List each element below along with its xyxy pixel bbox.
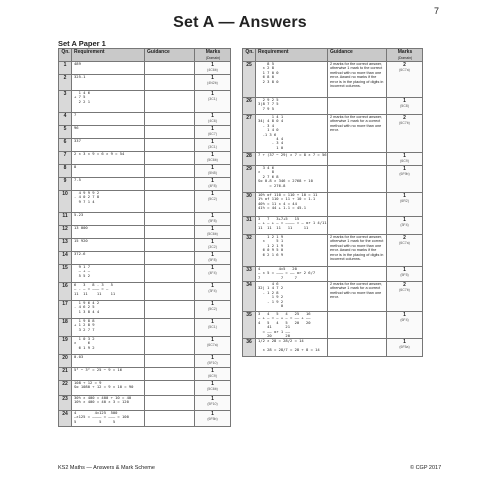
- marks-cell: [387, 98, 423, 115]
- requirement-cell: 7.5: [72, 178, 145, 191]
- table-row: [59, 396, 231, 411]
- table-row: [59, 91, 231, 113]
- question-number: 22: [59, 381, 72, 396]
- question-number: 27: [243, 115, 256, 153]
- left-table-body: [59, 62, 231, 427]
- domain-code: (6C9): [208, 373, 217, 378]
- marks-cell: [195, 191, 231, 213]
- question-number: 26: [243, 98, 256, 115]
- requirement-cell: 3 4 5 4 25 16 — + — = — + — = —— + —— 4 5 4 5 20 20 41 21 = —— or 1 —— 20 20: [256, 312, 328, 339]
- table-row: [59, 265, 231, 283]
- marks-value: 1: [403, 166, 406, 172]
- guidance-cell: [328, 153, 387, 166]
- table-row: [243, 235, 423, 267]
- marks-value: 1: [403, 153, 406, 159]
- requirement-cell: 372.6: [72, 252, 145, 265]
- marks-cell: [195, 165, 231, 178]
- question-number: 28: [243, 153, 256, 166]
- domain-code: (3F4): [208, 288, 217, 293]
- marks-cell: [195, 91, 231, 113]
- table-row: [59, 381, 231, 396]
- table-header-row: [59, 49, 231, 62]
- requirement-cell: 2 × 3 × 9 = 6 × 9 = 54: [72, 152, 145, 165]
- marks-value: 2: [403, 62, 406, 68]
- question-number: 3: [59, 91, 72, 113]
- domain-code: (6C7b): [399, 120, 410, 125]
- marks-cell: [195, 239, 231, 252]
- marks-cell: [195, 337, 231, 355]
- table-row: [59, 75, 231, 91]
- marks-cell: [195, 265, 231, 283]
- table-row: [59, 319, 231, 337]
- requirement-cell: 1 9 6 4 2 - 4 6 2 5 1 3 8 4 4: [72, 301, 145, 319]
- header-marks-label: Marks: [205, 49, 221, 55]
- guidance-cell: [145, 213, 195, 226]
- header-qn: Qn.: [243, 49, 256, 62]
- requirement-cell: 10% of 110 = 110 ÷ 10 = 11 1% of 110 = 11 ÷ 10 = 1.1 40% = 11 × 4 = 44 41% = 44 + 1.1 = 45.1: [256, 193, 328, 217]
- guidance-cell: [145, 368, 195, 381]
- header-requirement: Requirement: [256, 49, 328, 62]
- guidance-cell: [145, 411, 195, 427]
- question-number: 20: [59, 355, 72, 368]
- guidance-cell: [145, 301, 195, 319]
- header-marks: [195, 49, 231, 62]
- requirement-cell: 13 000: [72, 226, 145, 239]
- domain-code: (6F4): [400, 317, 409, 322]
- header-marks-label: Marks: [397, 49, 413, 55]
- guidance-cell: [145, 396, 195, 411]
- paper-subtitle: Set A Paper 1: [58, 39, 106, 48]
- table-row: [59, 337, 231, 355]
- footer-title: KS2 Maths — Answers & Mark Scheme: [58, 465, 155, 471]
- domain-code: (5C1): [208, 324, 217, 329]
- requirement-cell: 2 9 2 5 3|8 7 7 5 7 9 5: [256, 98, 328, 115]
- guidance-cell: [145, 337, 195, 355]
- requirement-cell: 8: [72, 165, 145, 178]
- guidance-cell: [328, 312, 387, 339]
- answers-table-left: [58, 48, 231, 427]
- guidance-cell: [145, 319, 195, 337]
- guidance-cell: [328, 339, 387, 357]
- marks-cell: [195, 226, 231, 239]
- table-row: [59, 191, 231, 213]
- page-title: Set A — Answers: [173, 14, 307, 31]
- table-row: [59, 213, 231, 226]
- question-number: 8: [59, 165, 72, 178]
- domain-code: (6F5a): [399, 345, 410, 350]
- guidance-cell: 2 marks for the correct answer, otherwise 1 mark for the correct method with no more than one error. Award no marks if the error is in the placing of digits in incorrect columns.: [328, 235, 387, 267]
- guidance-cell: [145, 265, 195, 283]
- table-row: [59, 165, 231, 178]
- table-row: [59, 226, 231, 239]
- requirement-cell: 4 4×125 500 —×125 = ———— = ——— = 100 5 5 5: [72, 411, 145, 427]
- requirement-cell: 6 3 8 - 3 5 — - — = ——— = — 11 11 11 11: [72, 283, 145, 301]
- table-row: [59, 113, 231, 126]
- marks-value: 2: [403, 235, 406, 241]
- marks-cell: [195, 126, 231, 139]
- guidance-cell: [145, 75, 195, 91]
- requirement-cell: 1 0 3 2 × 6 6 1 9 2: [72, 337, 145, 355]
- marks-value: 1: [211, 368, 214, 374]
- question-number: 25: [243, 62, 256, 98]
- guidance-cell: [145, 226, 195, 239]
- marks-value: 1: [211, 213, 214, 219]
- table-row: [59, 178, 231, 191]
- marks-cell: [195, 139, 231, 152]
- table-row: [59, 252, 231, 265]
- guidance-cell: [145, 139, 195, 152]
- question-number: 11: [59, 213, 72, 226]
- page-number: 7: [434, 6, 440, 16]
- question-number: 23: [59, 396, 72, 411]
- domain-code: (5F8): [208, 257, 217, 262]
- requirement-cell: 3 4 6 × 8 2 7 6 8 So 0.8 × 346 = 2768 ÷ 10 = 276.8: [256, 166, 328, 193]
- marks-value: 1: [211, 239, 214, 245]
- marks-value: 1: [403, 339, 406, 346]
- header-guidance: Guidance: [145, 49, 195, 62]
- requirement-cell: 108 ÷ 12 = 9 So 1080 ÷ 12 = 9 × 10 = 90: [72, 381, 145, 396]
- marks-value: 1: [211, 226, 214, 232]
- question-number: 9: [59, 178, 72, 191]
- marks-value: 1: [211, 411, 214, 417]
- domain-code: (6C7b): [399, 287, 410, 292]
- marks-value: 1: [211, 126, 214, 132]
- header-guidance: Guidance: [328, 49, 387, 62]
- marks-cell: [387, 267, 423, 282]
- guidance-cell: [328, 166, 387, 193]
- marks-cell: [195, 411, 231, 427]
- marks-value: 1: [211, 283, 214, 289]
- header-domain-label: (Domain): [205, 56, 221, 60]
- domain-code: (4F8): [208, 183, 217, 188]
- marks-value: 1: [211, 396, 214, 402]
- right-table-body: [243, 62, 423, 357]
- table-row: [59, 126, 231, 139]
- marks-value: 1: [211, 319, 214, 325]
- marks-cell: [195, 113, 231, 126]
- domain-code: (6R2): [400, 198, 409, 203]
- requirement-cell: 1/2 × 28 = 28/2 = 14 × 28 = 28/7 = 28 ÷ 8 = 14: [256, 339, 328, 357]
- marks-cell: [195, 252, 231, 265]
- marks-value: 1: [211, 265, 214, 271]
- table-row: [243, 312, 423, 339]
- header-qn: Qn.: [59, 49, 72, 62]
- question-number: 4: [59, 113, 72, 126]
- guidance-cell: [145, 113, 195, 126]
- marks-cell: [195, 396, 231, 411]
- marks-value: 1: [211, 381, 214, 387]
- question-number: 29: [243, 166, 256, 193]
- table-row: [243, 98, 423, 115]
- domain-code: (5C8): [400, 103, 409, 108]
- requirement-cell: 489: [72, 62, 145, 75]
- table-row: [243, 267, 423, 282]
- marks-value: 1: [211, 75, 214, 81]
- domain-code: (5C6b): [207, 157, 218, 162]
- marks-value: 2: [403, 282, 406, 288]
- guidance-cell: 2 marks for the correct answer, otherwise 1 mark for a correct method with no more than one error.: [328, 282, 387, 312]
- marks-value: 1: [211, 355, 214, 361]
- table-row: [59, 411, 231, 427]
- marks-cell: [195, 355, 231, 368]
- question-number: 31: [243, 217, 256, 235]
- marks-value: 1: [403, 267, 406, 273]
- requirement-cell: 5² − 3² = 25 − 9 = 16: [72, 368, 145, 381]
- requirement-cell: 5.23: [72, 213, 145, 226]
- requirement-cell: 1 9 8 8 + 1 2 8 9 3 2 7 7: [72, 319, 145, 337]
- question-number: 14: [59, 252, 72, 265]
- guidance-cell: 2 marks for the correct answer, otherwise 1 mark to the correct method with no more than one error. Award no marks if the error is in the placing of digits in incorrect columns.: [328, 62, 387, 98]
- marks-value: 1: [403, 312, 406, 318]
- table-row: [59, 62, 231, 75]
- domain-code: (3C2): [208, 244, 217, 249]
- requirement-cell: 1 4 6 + 7 5 2 2 1: [72, 91, 145, 113]
- domain-code: (5C2): [208, 306, 217, 311]
- requirement-cell: 4 4×5 20 — × 5 = ——— = —— or 2 6/7 7 7 7: [256, 267, 328, 282]
- marks-value: 1: [211, 165, 214, 171]
- marks-value: 1: [211, 191, 214, 197]
- question-number: 32: [243, 235, 256, 267]
- header-domain-label: (Domain): [397, 56, 413, 60]
- question-number: 18: [59, 319, 72, 337]
- question-number: 36: [243, 339, 256, 357]
- marks-cell: [387, 312, 423, 339]
- table-row: [243, 217, 423, 235]
- domain-code: (6F9b): [399, 171, 410, 176]
- marks-cell: [195, 62, 231, 75]
- table-row: [243, 282, 423, 312]
- guidance-cell: [145, 165, 195, 178]
- marks-cell: [195, 75, 231, 91]
- domain-code: (3C1): [208, 144, 217, 149]
- table-row: [243, 166, 423, 193]
- table-row: [59, 301, 231, 319]
- guidance-cell: [145, 355, 195, 368]
- requirement-cell: 4 9 9 9 2 - 4 0 2 7 8 9 7 1 4: [72, 191, 145, 213]
- marks-cell: [195, 213, 231, 226]
- question-number: 16: [59, 283, 72, 301]
- marks-value: 1: [211, 337, 214, 343]
- requirement-cell: 15 920: [72, 239, 145, 252]
- domain-code: (5F10): [207, 401, 218, 406]
- question-number: 35: [243, 312, 256, 339]
- marks-value: 2: [403, 115, 406, 121]
- guidance-cell: [145, 62, 195, 75]
- guidance-cell: [145, 191, 195, 213]
- question-number: 21: [59, 368, 72, 381]
- header-requirement: Requirement: [72, 49, 145, 62]
- domain-code: (5F8): [208, 218, 217, 223]
- marks-cell: [195, 381, 231, 396]
- domain-code: (6C9): [400, 158, 409, 163]
- guidance-cell: [328, 193, 387, 217]
- marks-cell: [195, 319, 231, 337]
- marks-cell: [195, 152, 231, 165]
- marks-value: 1: [211, 139, 214, 145]
- guidance-cell: [145, 152, 195, 165]
- guidance-cell: [145, 178, 195, 191]
- domain-code: (6C7a): [399, 240, 410, 245]
- answers-table-right: [242, 48, 423, 357]
- marks-value: 1: [403, 98, 406, 104]
- domain-code: (5F5): [400, 272, 409, 277]
- requirement-cell: 8 5 × 2 8 1 7 0 0 6 8 0 2 3 8 0: [256, 62, 328, 98]
- domain-code: (5C2): [208, 196, 217, 201]
- question-number: 17: [59, 301, 72, 319]
- requirement-cell: 7: [72, 113, 145, 126]
- requirement-cell: 0.03: [72, 355, 145, 368]
- marks-value: 1: [211, 62, 214, 68]
- footer-copyright: © CGP 2017: [410, 465, 442, 471]
- marks-value: 1: [211, 178, 214, 184]
- marks-cell: [387, 235, 423, 267]
- marks-cell: [387, 166, 423, 193]
- header-marks: [387, 49, 423, 62]
- domain-code: (4C6): [208, 118, 217, 123]
- domain-code: (6C7a): [399, 67, 410, 72]
- marks-value: 1: [211, 152, 214, 158]
- table-row: [243, 62, 423, 98]
- table-row: [59, 152, 231, 165]
- question-number: 13: [59, 239, 72, 252]
- question-number: 12: [59, 226, 72, 239]
- domain-code: (6F5b): [207, 416, 218, 421]
- guidance-cell: [145, 239, 195, 252]
- marks-value: 1: [211, 252, 214, 258]
- table-row: [243, 115, 423, 153]
- requirement-cell: 4 6 32| 1 4 7 2 - 1 2 8 1 9 2 - 1 9 2 0: [256, 282, 328, 312]
- domain-code: (4C6b): [207, 67, 218, 72]
- question-number: 6: [59, 139, 72, 152]
- marks-cell: [387, 193, 423, 217]
- requirement-cell: 325.1: [72, 75, 145, 91]
- domain-code: (5F10): [207, 360, 218, 365]
- marks-cell: [195, 283, 231, 301]
- requirement-cell: 1 4 1 34| 4 8 0 4 - 3 4 1 4 0 -1 3 6 4 4 - 3 4 1 0: [256, 115, 328, 153]
- question-number: 7: [59, 152, 72, 165]
- table-row: [243, 193, 423, 217]
- marks-cell: [387, 115, 423, 153]
- question-number: 15: [59, 265, 72, 283]
- domain-code: (6C7): [208, 131, 217, 136]
- domain-code: (3F4): [400, 222, 409, 227]
- domain-code: (4N2b): [207, 80, 218, 85]
- marks-cell: [387, 217, 423, 235]
- requirement-cell: 30% × 400 = 400 ÷ 10 = 40 10% × 400 = 40 × 3 = 120: [72, 396, 145, 411]
- table-row: [59, 139, 231, 152]
- guidance-cell: 2 marks for the correct answer, otherwise 1 mark for a correct method with no more than one error.: [328, 115, 387, 153]
- domain-code: (5C6b): [207, 231, 218, 236]
- guidance-cell: [328, 98, 387, 115]
- table-row: [243, 339, 423, 357]
- marks-cell: [387, 339, 423, 357]
- requirement-cell: 337: [72, 139, 145, 152]
- guidance-cell: [145, 381, 195, 396]
- question-number: 1: [59, 62, 72, 75]
- marks-value: 1: [211, 113, 214, 119]
- requirement-cell: 96: [72, 126, 145, 139]
- marks-value: 1: [211, 91, 214, 97]
- question-number: 34: [243, 282, 256, 312]
- marks-value: 1: [403, 217, 406, 223]
- question-number: 10: [59, 191, 72, 213]
- domain-code: (5C6b): [207, 386, 218, 391]
- marks-cell: [195, 301, 231, 319]
- marks-cell: [387, 153, 423, 166]
- marks-cell: [195, 178, 231, 191]
- domain-code: (5N5): [208, 170, 217, 175]
- table-row: [243, 153, 423, 166]
- table-row: [59, 368, 231, 381]
- guidance-cell: [145, 252, 195, 265]
- domain-code: (3C1): [208, 96, 217, 101]
- marks-value: 1: [211, 301, 214, 307]
- marks-cell: [387, 282, 423, 312]
- requirement-cell: 9 1 7 — + — 5 5 2: [72, 265, 145, 283]
- domain-code: (4F4): [208, 270, 217, 275]
- requirement-cell: 7 ÷ (37 − 29) × 7 = 8 × 7 = 56: [256, 153, 328, 166]
- question-number: 2: [59, 75, 72, 91]
- marks-cell: [387, 62, 423, 98]
- domain-code: (6C7a): [207, 342, 218, 347]
- guidance-cell: [145, 91, 195, 113]
- question-number: 24: [59, 411, 72, 427]
- guidance-cell: [145, 283, 195, 301]
- question-number: 5: [59, 126, 72, 139]
- guidance-cell: [328, 267, 387, 282]
- table-header-row: [243, 49, 423, 62]
- table-row: [59, 283, 231, 301]
- marks-cell: [195, 368, 231, 381]
- guidance-cell: [145, 126, 195, 139]
- marks-value: 1: [403, 193, 406, 199]
- question-number: 33: [243, 267, 256, 282]
- requirement-cell: 1 2 1 9 × 5 1 1 2 1 9 6 0 9 5 0 6 2 1 6 9: [256, 235, 328, 267]
- table-row: [59, 239, 231, 252]
- question-number: 19: [59, 337, 72, 355]
- requirement-cell: 3 7 3+7+5 15 — + — + — = ———— = — or 1 4/11 11 11 11 11 11: [256, 217, 328, 235]
- question-number: 30: [243, 193, 256, 217]
- table-row: [59, 355, 231, 368]
- guidance-cell: [328, 217, 387, 235]
